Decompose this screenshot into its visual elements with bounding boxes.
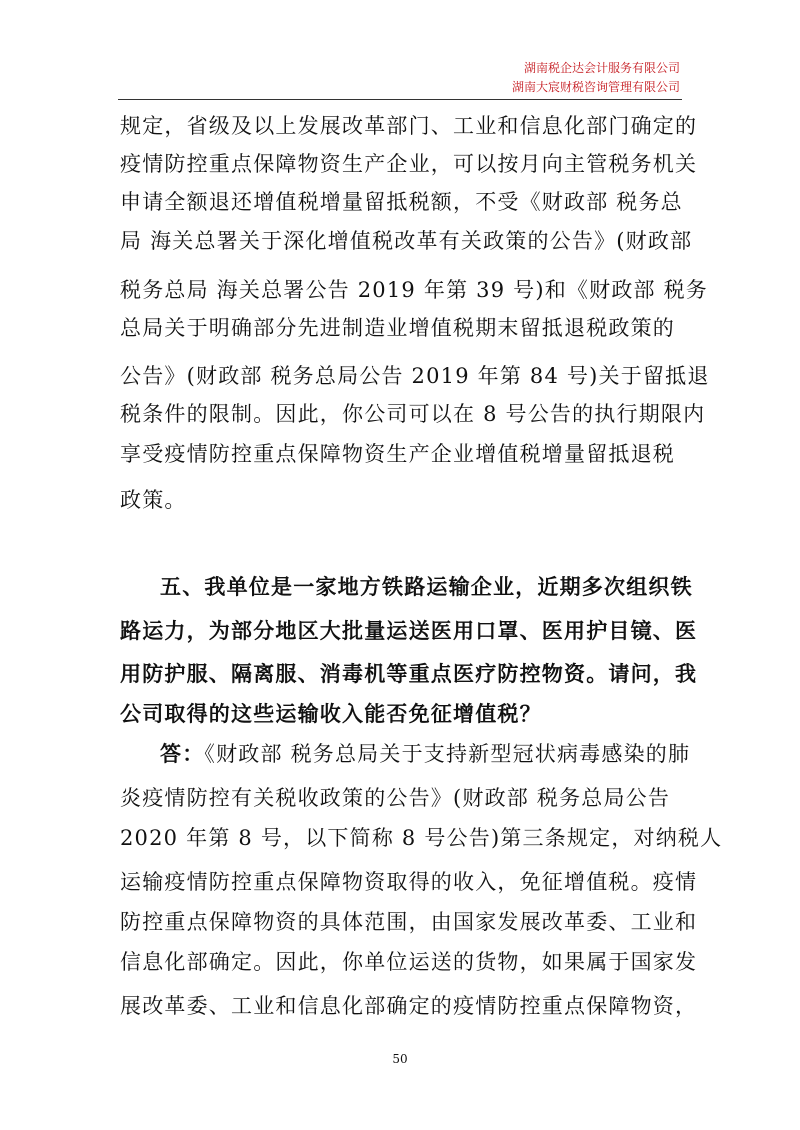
question-line: 用防护服、隔离服、消毒机等重点医疗防控物资。请问，我	[120, 661, 698, 686]
body-line: 公告》(财政部 税务总局公告 2019 年第 84 号)关于留抵退	[120, 364, 710, 388]
body-line: 申请全额退还增值税增量留抵税额，不受《财政部 税务总	[120, 190, 683, 214]
answer-first-line	[160, 741, 691, 767]
body-line: 疫情防控重点保障物资生产企业，可以按月向主管税务机关	[120, 152, 698, 176]
page-number: 50	[392, 1052, 408, 1066]
body-line: 总局关于明确部分先进制造业增值税期末留抵退税政策的	[120, 316, 675, 340]
answer-first-line-text: 《财政部 税务总局关于支持新型冠状病毒感染的肺	[204, 742, 691, 766]
question-line: 公司取得的这些运输收入能否免征增值税？	[120, 701, 542, 726]
body-line: 局 海关总署关于深化增值税改革有关政策的公告》(财政部	[120, 229, 693, 253]
body-line: 税条件的限制。因此，你公司可以在 8 号公告的执行期限内	[120, 402, 706, 426]
question-line: 五、我单位是一家地方铁路运输企业，近期多次组织铁	[160, 574, 693, 599]
body-line: 规定，省级及以上发展改革部门、工业和信息化部门确定的	[120, 114, 698, 138]
body-line: 税务总局 海关总署公告 2019 年第 39 号)和《财政部 税务	[120, 278, 709, 302]
header-company-2: 湖南大宸财税咨询管理有限公司	[511, 80, 680, 94]
answer-line: 运输疫情防控重点保障物资取得的收入，免征增值税。疫情	[120, 870, 698, 894]
header-company-1: 湖南税企达会计服务有限公司	[523, 61, 680, 75]
header-divider	[118, 99, 682, 100]
answer-line: 2020 年第 8 号，以下简称 8 号公告)第三条规定，对纳税人	[120, 826, 723, 850]
body-line: 享受疫情防控重点保障物资生产企业增值税增量留抵退税	[120, 442, 675, 466]
answer-line: 展改革委、工业和信息化部确定的疫情防控重点保障物资，	[120, 994, 698, 1018]
answer-label: 答：	[160, 741, 205, 766]
body-line: 政策。	[120, 488, 187, 512]
answer-line: 炎疫情防控有关税收政策的公告》(财政部 税务总局公告	[120, 786, 671, 810]
answer-line: 信息化部确定。因此，你单位运送的货物，如果属于国家发	[120, 950, 698, 974]
answer-line: 防控重点保障物资的具体范围，由国家发展改革委、工业和	[120, 910, 698, 934]
question-line: 路运力，为部分地区大批量运送医用口罩、医用护目镜、医	[120, 618, 698, 643]
